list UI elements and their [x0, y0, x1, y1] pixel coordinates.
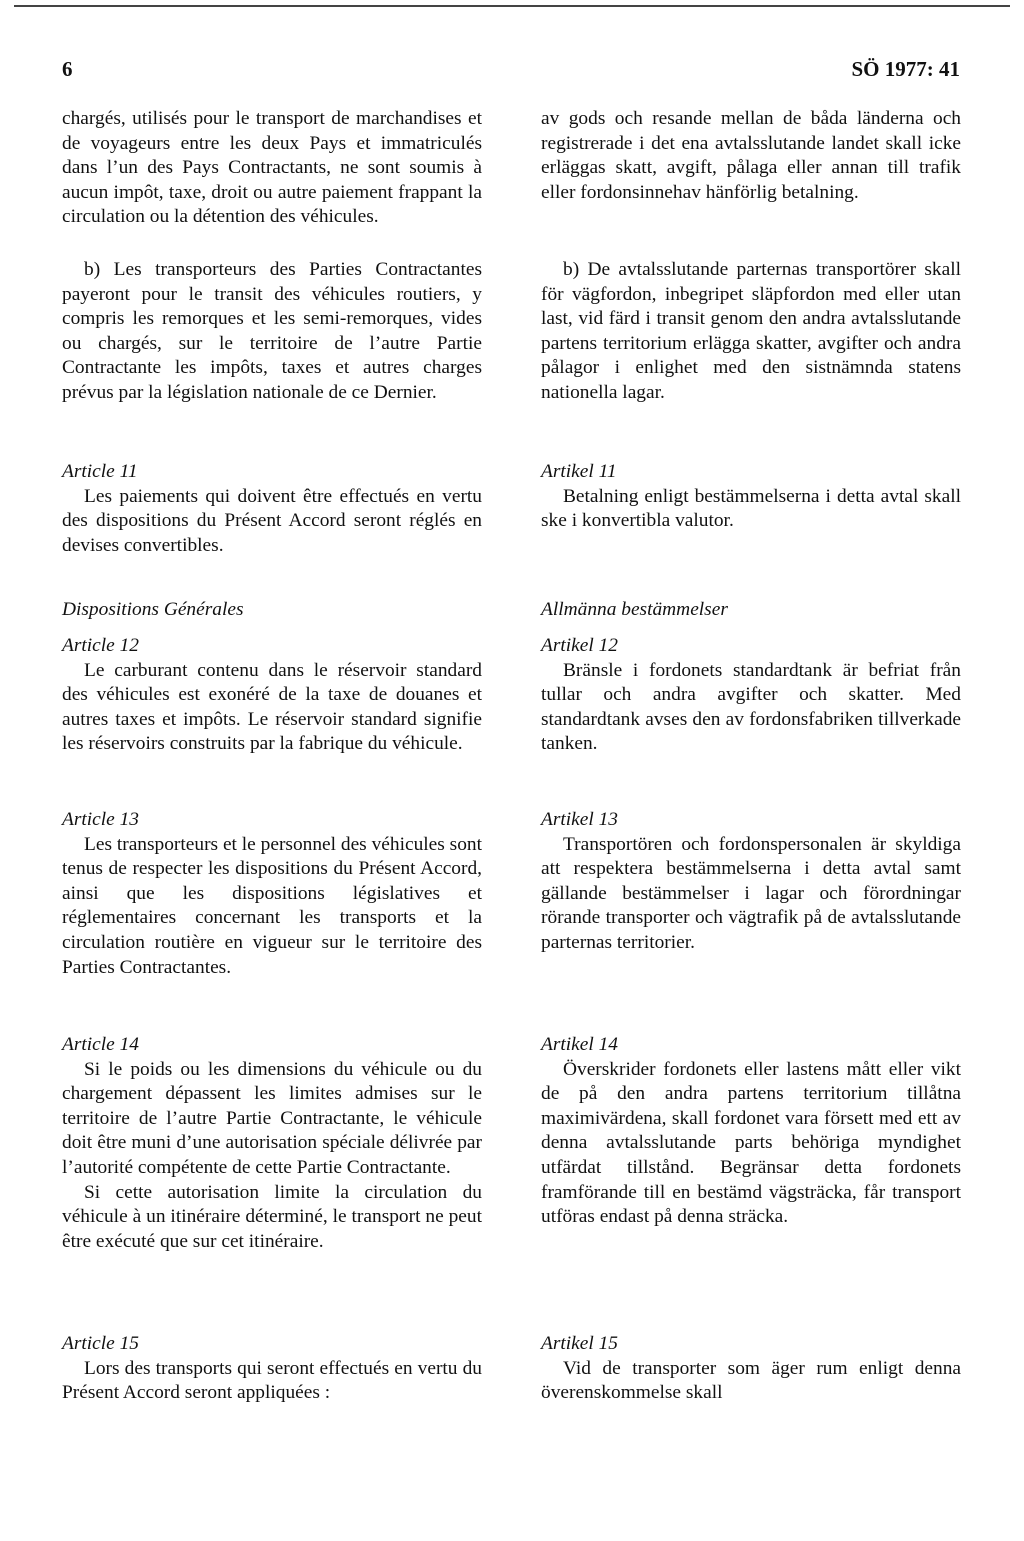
- sv-b-paragraph: b) De avtalsslutande parternas transportörer skall för vägfordon, inbegripet släpfordon med eller utan last, vid färd i transit genom den andra avtalsslutande partens territorium erlägga skatter, avgifter och andra pålagor i enlighet med den sistnämnda statens nationella lagar.: [541, 259, 961, 403]
- fr-article-14-text-1: Si le poids ou les dimensions du véhicule ou du chargement dépassent les limites admises sur le territoire de l’autre Partie Contractante, le véhicule doit être muni d’une autorisation spéciale délivrée par l’autorité compétente de cette Partie Contractante.: [62, 1058, 482, 1178]
- fr-article-11-heading: Article 11: [62, 461, 138, 482]
- fr-article-14: [62, 1033, 482, 1254]
- sv-article-14: [541, 1033, 961, 1230]
- sv-article-12-heading: Artikel 12: [541, 635, 619, 656]
- fr-article-12: [62, 634, 482, 757]
- sv-article-12: [541, 634, 961, 757]
- sv-b-block: [541, 258, 961, 406]
- fr-b-block: [62, 258, 482, 406]
- sv-intro-paragraph: av gods och resande mellan de båda länderna och registrerade i det ena avtalsslutande landet skall icke erläggas skatt, avgift, pålaga eller annan till trafik eller fordonsinnehav hänförlig betalning.: [541, 108, 961, 203]
- sv-section-heading: Allmänna bestämmelser: [541, 599, 728, 620]
- fr-article-14-text-2: Si cette autorisation limite la circulation du véhicule à un itinéraire déterminé, le transport ne peut être exécuté que sur cet itinéraire.: [62, 1181, 482, 1252]
- fr-section-heading: Dispositions Générales: [62, 599, 244, 620]
- fr-section-heading-block: [62, 598, 482, 623]
- fr-article-15-text: Lors des transports qui seront effectués en vertu du Présent Accord seront appliquées :: [62, 1357, 482, 1404]
- fr-intro-paragraph: chargés, utilisés pour le transport de marchandises et de voyageurs entre les deux Pays et immatriculés dans l’un des Pays Contractants, ne sont soumis à aucun impôt, taxe, droit ou autre paiement frappant la circulation ou la détention des véhicules.: [62, 108, 482, 228]
- sv-article-15-heading: Artikel 15: [541, 1333, 619, 1354]
- sv-article-15: [541, 1332, 961, 1406]
- sv-article-14-heading: Artikel 14: [541, 1034, 619, 1055]
- fr-article-12-text: Le carburant contenu dans le réservoir standard des véhicules est exonéré de la taxe de douanes et autres taxes et impôts. Le réservoir standard signifie les réservoirs construits par la fabrique du véhicule.: [62, 659, 482, 755]
- fr-b-paragraph: b) Les transporteurs des Parties Contractantes payeront pour le transit des véhicules routiers, y compris les remorques et les semi-remorques, vides ou chargés, sur le territoire de l’autre Partie Contractante les impôts, taxes et autres charges prévus par la législation nationale de ce Dernier.: [62, 259, 482, 403]
- sv-article-12-text: Bränsle i fordonets standardtank är befriat från tullar och andra avgifter och skatter. Med standardtank avses den av fordonsfabriken tillverkade tanken.: [541, 659, 961, 755]
- fr-article-13-heading: Article 13: [62, 809, 140, 830]
- fr-article-14-heading: Article 14: [62, 1034, 140, 1055]
- document-reference: SÖ 1977: 41: [851, 57, 960, 81]
- sv-article-13-text: Transportören och fordonspersonalen är skyldiga att respektera bestämmelserna i detta avtal samt gällande bestämmelser i lagar och förordningar rörande transporter och vägtrafik på de avtalsslutande parternas territorier.: [541, 833, 961, 953]
- top-rule: [14, 5, 1010, 7]
- fr-article-11: [62, 460, 482, 558]
- fr-article-11-text: Les paiements qui doivent être effectués en vertu des dispositions du Présent Accord seront réglés en devises convertibles.: [62, 485, 482, 556]
- fr-article-12-heading: Article 12: [62, 635, 140, 656]
- fr-article-15: [62, 1332, 482, 1406]
- fr-intro-block: [62, 107, 482, 230]
- fr-article-15-heading: Article 15: [62, 1333, 140, 1354]
- sv-article-11-text: Betalning enligt bestämmelserna i detta avtal skall ske i konvertibla valutor.: [541, 485, 961, 532]
- sv-section-heading-block: [541, 598, 961, 623]
- page-number: 6: [62, 57, 73, 81]
- sv-article-13: [541, 808, 961, 956]
- fr-article-13-text: Les transporteurs et le personnel des véhicules sont tenus de respecter les dispositions du Présent Accord, ainsi que les dispositions législatives et réglementaires concernant les transports et la circulation routière en vigueur sur le territoire des Parties Contractantes.: [62, 833, 482, 978]
- sv-intro-block: [541, 107, 961, 205]
- sv-article-14-text: Överskrider fordonets eller lastens mått eller vikt de på den andra partens territorium tillåtna maximivärdena, skall fordonet vara försett med ett av denna avtalsslutande parts behöriga myndighet utfärdat tillstånd. Begränsar detta fordonets framförande till en bestämd vägsträcka, får transport utföras endast på denna sträcka.: [541, 1058, 961, 1228]
- sv-article-13-heading: Artikel 13: [541, 809, 619, 830]
- sv-article-11-heading: Artikel 11: [541, 461, 617, 482]
- fr-article-13: [62, 808, 482, 980]
- sv-article-11: [541, 460, 961, 534]
- sv-article-15-text: Vid de transporter som äger rum enligt denna överenskommelse skall: [541, 1357, 961, 1404]
